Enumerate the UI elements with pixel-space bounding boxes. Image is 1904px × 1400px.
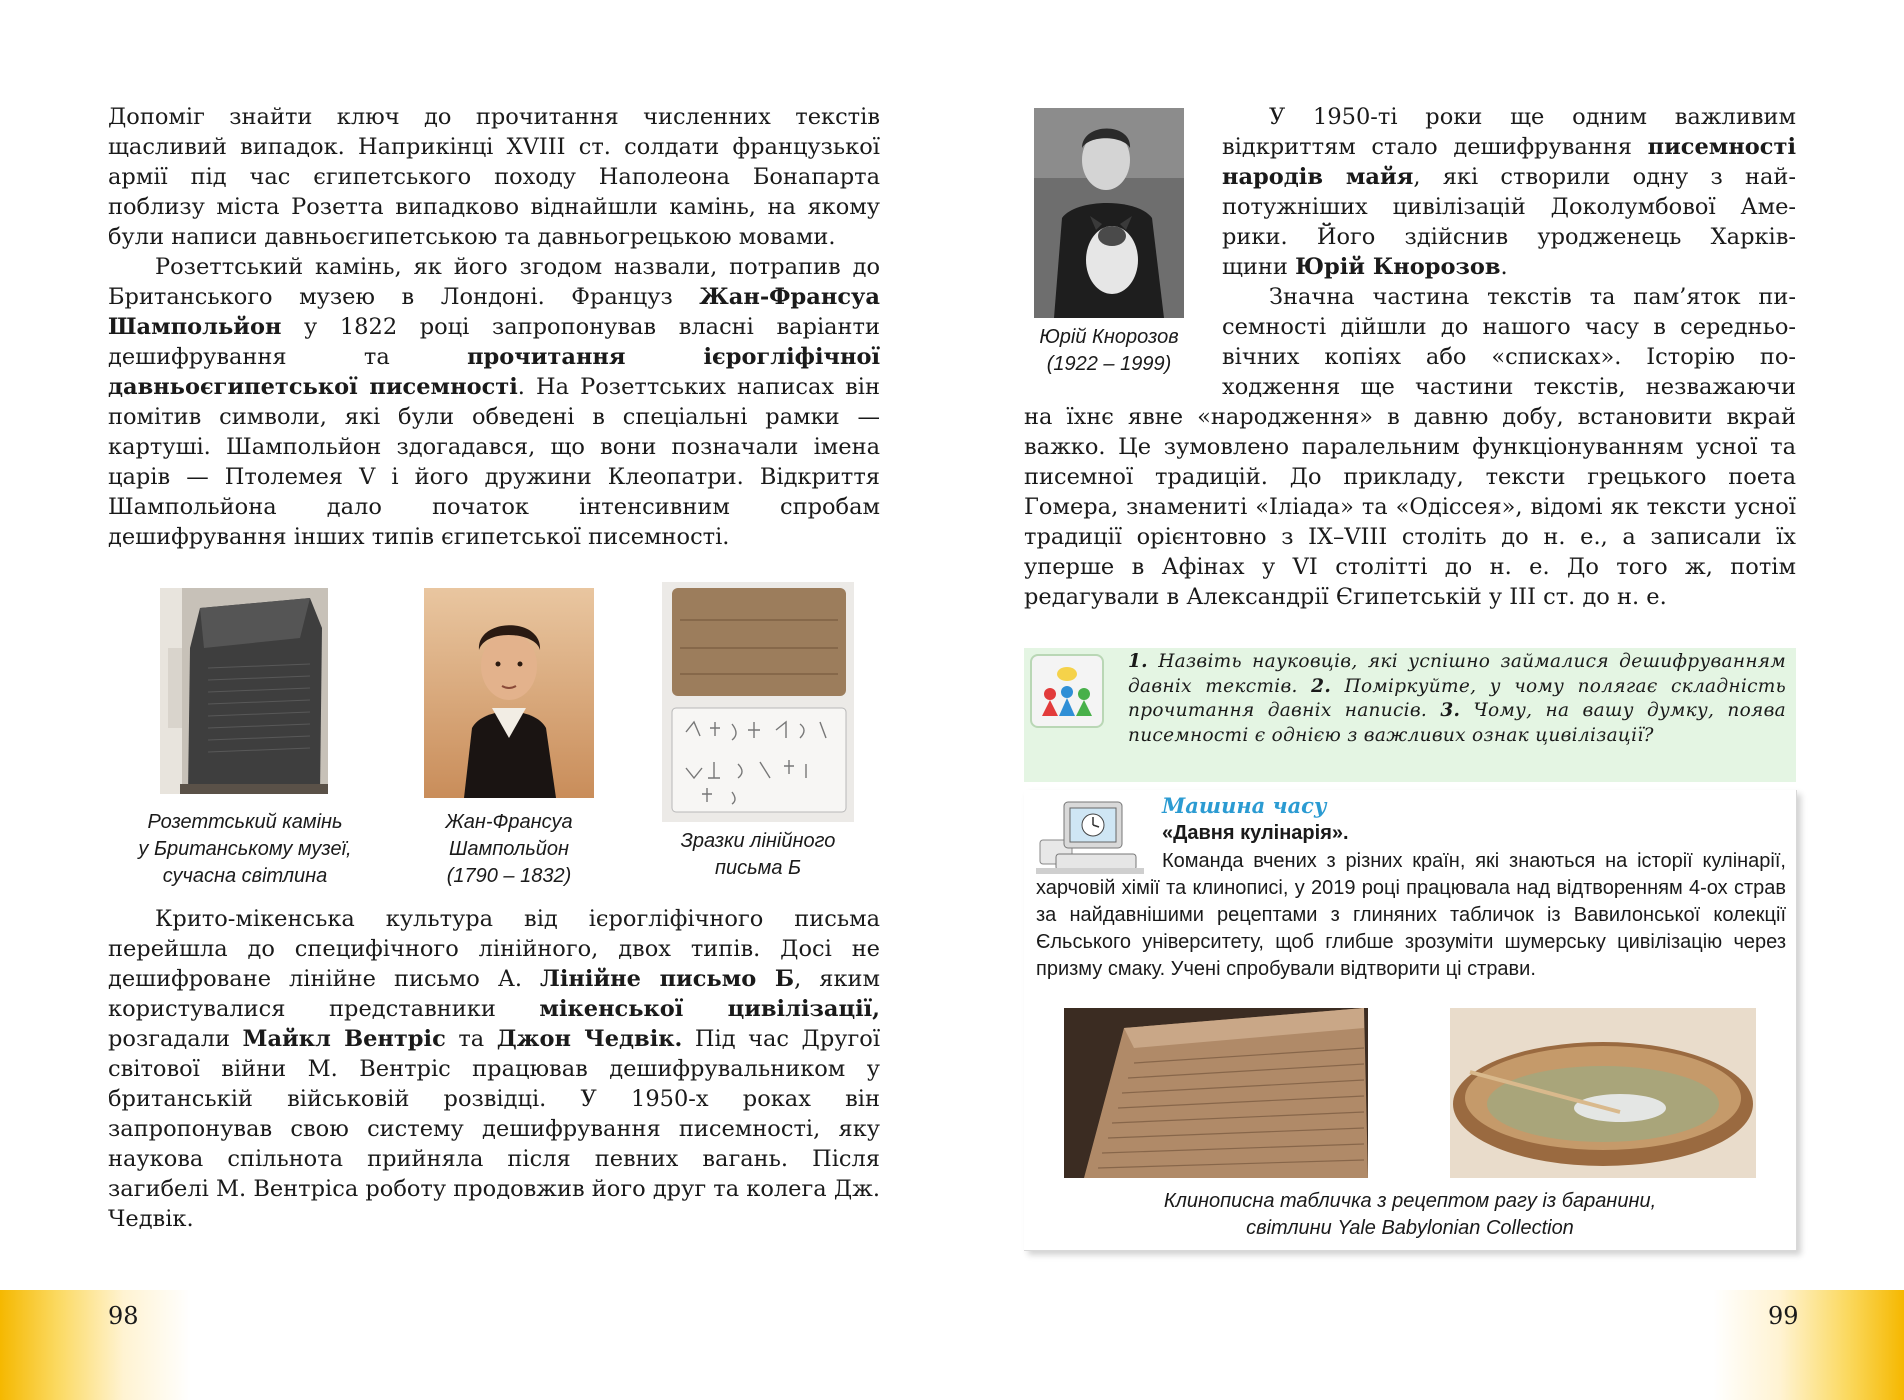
left-para-3: Крито-мікенська культура від ієрогліфічного письма перейшла до специфічного лінійного, двох типів. Досі не дешифроване лінійне письмо А. Лінійне письмо Б, яким користувалися представники мікенської цивілізації, розгадали Майкл Вентріс та Джон Чедвік. Під час Другої світової війни М. Вентріс працював дешифрувальником у британській військовій розвідці. У 1950-х роках він запропонував свою систему дешифрування писемності, яку наукова спільнота прийняла після певних вагань. Після загибелі М. Вентріса роботу продовжив його друг та колега Дж. Чедвік. [108,906,881,1232]
group-discussion-icon [1030,654,1104,728]
right-page-number: 99 [1768,1302,1799,1330]
time-machine-caption: Клинописна табличка з рецептом рагу із баранини, світлини Yale Babylonian Collection [1163,1190,1657,1239]
stew-bowl-photo [1450,1008,1756,1178]
rosetta-stone-photo [160,588,328,794]
linear-b-tablet-photo [662,582,854,822]
left-para-2: Розеттський камінь, як його згодом назвали, потрапив до Британського музею в Лондоні. Француз Жан-Франсуа Шампольйон у 1822 році запропонував власні варіанти дешифрування та прочитання ієрогліфічної давньоєгипетської писемності. На Розеттських написах він помітив символи, які були обведені в спеціальні рамки — картуші. Шампольйон здогадався, що вони позначали імена царів — Птолемея V і його дружини Клеопатри. Відкриття Шампольйона дало початок інтенсивним спробам дешифрування інших типів єгипетської писемності. [108,254,880,550]
left-para-1 [108,102,880,552]
knorozov-portrait [1034,108,1184,318]
right-footer-band [952,1290,1904,1400]
right-para-2: на їхнє явне «народження» в давню добу, встановити вкрай важко. Це зумовлено паралельним функціонуванням усної та писемної традицій. До прикладу, тексти грецького поета Гомера, знамениті «Іліада» та «Одіссея», відомі як тексти усної традиції орієнтовно з IX–VIII століть до н. е., а записали їх уперше в Афінах у VI столітті до н. е. До того ж, потім редагували в Александрії Єгипетській у III ст. до н. е. [1024,404,1796,610]
rosetta-caption: Розеттський камінь у Британському музеї, сучасна світлина [138,811,352,887]
champollion-caption: Жан-Франсуа Шампольйон (1790 – 1832) [445,811,573,887]
left-para-1-text: Допоміг знайти ключ до прочитання численних текстів щасливий випадок. Наприкінці XVIII ст. солдати французької армії під час єгипетського походу Наполеона Бонапарта поблизу міста Розетта випадково віднайшли камінь, на якому були написи давньоєгипетською та давньогрецькою мовами. [108,104,880,250]
knorozov-caption: Юрій Кнорозов (1922 – 1999) [1039,326,1179,375]
left-page-number: 98 [108,1302,139,1330]
time-machine-heading: Машина часу [1162,793,1327,818]
cuneiform-tablet-photo [1064,1008,1368,1178]
time-machine-subheading: «Давня кулінарія». [1162,822,1349,844]
champollion-portrait [424,588,594,798]
right-para-1: У 1950-ті роки ще одним важливим відкриттям стало дешифрування писемності народів майя, які створили одну з най- потужніших цивілізацій Доколумбової Аме- рики. Його здійснив уродженець Харків- щини Юрій Кнорозов. Значна частина текстів та пам’яток пи- семності дійшли до нашого часу в середньо- вічних копіях або «списках». Історію по- ходження ще частини текстів, незважаючи [1222,104,1797,400]
linear-b-caption: Зразки лінійного письма Б [680,830,836,879]
left-footer-band [0,1290,952,1400]
time-machine-body: Команда вчених з різних країн, які знаються на історії кулінарії, харчовій хімії та клинописі, у 2019 році працювала над відтворенням 4-ох страв за найдавнішими рецептами з глиняних табличок із Вавилонської колекції Єльського університету, щоб глибше зрозуміти шумерську цивілізацію через призму смаку. Учені спробували відтворити ці страви. [1036,850,1786,980]
questions-text: 1. Назвіть науковців, які успішно займалися дешифруванням давніх текстів. 2. Поміркуйте, у чому полягає складність прочитання давніх написів. 3. Чому, на вашу думку, поява писемності є однією з важливих ознак цивілізації? [1128,651,1786,746]
